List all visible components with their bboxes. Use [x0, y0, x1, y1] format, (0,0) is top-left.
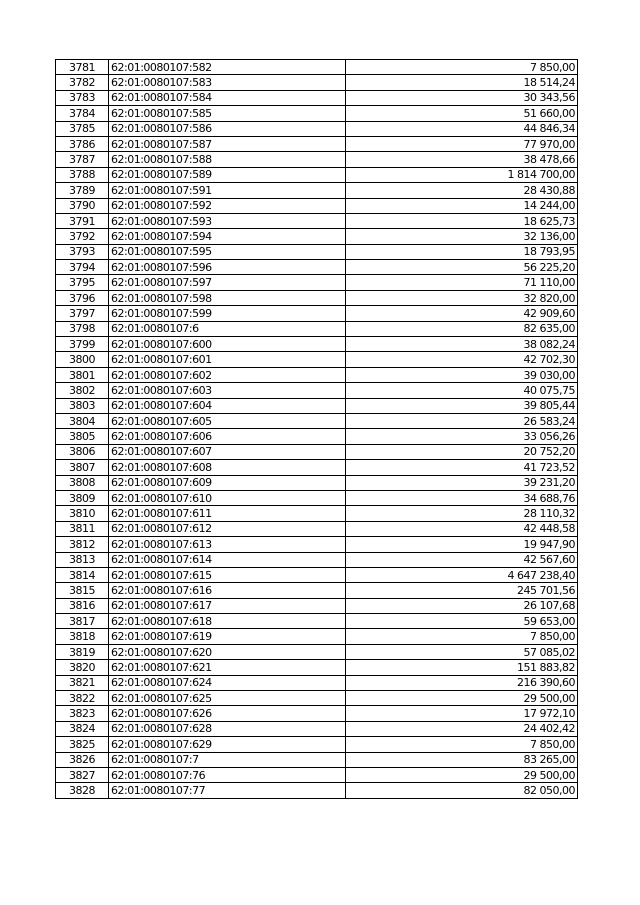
table-row: [56, 183, 578, 198]
row-number-cell: 3790: [56, 198, 109, 213]
cadastral-number-cell: 62:01:0080107:586: [109, 121, 346, 136]
row-number-cell: 3797: [56, 306, 109, 321]
cadastral-value-cell: 39 805,44: [346, 398, 578, 413]
table-row: [56, 552, 578, 567]
row-number-cell: 3799: [56, 337, 109, 352]
cadastral-number-cell: 62:01:0080107:76: [109, 767, 346, 782]
row-number-cell: 3814: [56, 567, 109, 582]
cadastral-value-cell: 42 448,58: [346, 521, 578, 536]
cadastral-value-cell: 32 136,00: [346, 229, 578, 244]
row-number-cell: 3802: [56, 383, 109, 398]
cadastral-value-cell: 216 390,60: [346, 675, 578, 690]
cadastral-number-cell: 62:01:0080107:628: [109, 721, 346, 736]
row-number-cell: 3808: [56, 475, 109, 490]
cadastral-value-cell: 7 850,00: [346, 737, 578, 752]
table-row: [56, 90, 578, 105]
cadastral-number-cell: 62:01:0080107:583: [109, 75, 346, 90]
cadastral-value-cell: 59 653,00: [346, 614, 578, 629]
cadastral-value-cell: 71 110,00: [346, 275, 578, 290]
table-row: [56, 444, 578, 459]
row-number-cell: 3828: [56, 783, 109, 798]
table-row: [56, 260, 578, 275]
cadastral-number-cell: 62:01:0080107:591: [109, 183, 346, 198]
cadastral-number-cell: 62:01:0080107:625: [109, 691, 346, 706]
row-number-cell: 3804: [56, 413, 109, 428]
cadastral-number-cell: 62:01:0080107:618: [109, 614, 346, 629]
cadastral-number-cell: 62:01:0080107:607: [109, 444, 346, 459]
cadastral-number-cell: 62:01:0080107:604: [109, 398, 346, 413]
cadastral-number-cell: 62:01:0080107:614: [109, 552, 346, 567]
row-number-cell: 3809: [56, 490, 109, 505]
table-row: [56, 60, 578, 75]
cadastral-number-cell: 62:01:0080107:601: [109, 352, 346, 367]
row-number-cell: 3793: [56, 244, 109, 259]
table-row: [56, 121, 578, 136]
cadastral-value-cell: 77 970,00: [346, 136, 578, 151]
row-number-cell: 3824: [56, 721, 109, 736]
cadastral-number-cell: 62:01:0080107:620: [109, 644, 346, 659]
cadastral-value-cell: 42 567,60: [346, 552, 578, 567]
table-row: [56, 521, 578, 536]
cadastral-number-cell: 62:01:0080107:629: [109, 737, 346, 752]
cadastral-value-cell: 82 050,00: [346, 783, 578, 798]
cadastral-value-cell: 82 635,00: [346, 321, 578, 336]
table-row: [56, 614, 578, 629]
cadastral-number-cell: 62:01:0080107:610: [109, 490, 346, 505]
cadastral-number-cell: 62:01:0080107:588: [109, 152, 346, 167]
cadastral-value-cell: 56 225,20: [346, 260, 578, 275]
cadastral-number-cell: 62:01:0080107:609: [109, 475, 346, 490]
table-row: [56, 275, 578, 290]
table-row: [56, 629, 578, 644]
table-row: [56, 490, 578, 505]
row-number-cell: 3782: [56, 75, 109, 90]
table-row: [56, 767, 578, 782]
table-row: [56, 691, 578, 706]
table-row: [56, 721, 578, 736]
row-number-cell: 3815: [56, 583, 109, 598]
cadastral-number-cell: 62:01:0080107:621: [109, 660, 346, 675]
table-row: [56, 429, 578, 444]
table-row: [56, 244, 578, 259]
row-number-cell: 3821: [56, 675, 109, 690]
row-number-cell: 3810: [56, 506, 109, 521]
row-number-cell: 3800: [56, 352, 109, 367]
cadastral-value-cell: 42 702,30: [346, 352, 578, 367]
cadastral-value-cell: 28 110,32: [346, 506, 578, 521]
table-row: [56, 752, 578, 767]
cadastral-number-cell: 62:01:0080107:605: [109, 413, 346, 428]
row-number-cell: 3818: [56, 629, 109, 644]
cadastral-value-cell: 41 723,52: [346, 460, 578, 475]
cadastral-value-cell: 245 701,56: [346, 583, 578, 598]
table-row: [56, 737, 578, 752]
row-number-cell: 3822: [56, 691, 109, 706]
row-number-cell: 3806: [56, 444, 109, 459]
row-number-cell: 3825: [56, 737, 109, 752]
table-body: [56, 60, 578, 799]
row-number-cell: 3781: [56, 60, 109, 75]
cadastral-value-cell: 33 056,26: [346, 429, 578, 444]
cadastral-number-cell: 62:01:0080107:615: [109, 567, 346, 582]
cadastral-value-cell: 17 972,10: [346, 706, 578, 721]
cadastral-number-cell: 62:01:0080107:589: [109, 167, 346, 182]
cadastral-value-cell: 7 850,00: [346, 60, 578, 75]
cadastral-number-cell: 62:01:0080107:612: [109, 521, 346, 536]
row-number-cell: 3803: [56, 398, 109, 413]
table-row: [56, 583, 578, 598]
table-row: [56, 460, 578, 475]
cadastral-number-cell: 62:01:0080107:582: [109, 60, 346, 75]
table-row: [56, 367, 578, 382]
row-number-cell: 3812: [56, 537, 109, 552]
row-number-cell: 3795: [56, 275, 109, 290]
cadastral-number-cell: 62:01:0080107:608: [109, 460, 346, 475]
table-row: [56, 306, 578, 321]
cadastral-number-cell: 62:01:0080107:585: [109, 106, 346, 121]
row-number-cell: 3792: [56, 229, 109, 244]
cadastral-number-cell: 62:01:0080107:587: [109, 136, 346, 151]
cadastral-value-cell: 42 909,60: [346, 306, 578, 321]
cadastral-value-cell: 40 075,75: [346, 383, 578, 398]
cadastral-value-cell: 18 793,95: [346, 244, 578, 259]
table-row: [56, 167, 578, 182]
cadastral-number-cell: 62:01:0080107:594: [109, 229, 346, 244]
cadastral-number-cell: 62:01:0080107:599: [109, 306, 346, 321]
cadastral-value-cell: 4 647 238,40: [346, 567, 578, 582]
table-row: [56, 660, 578, 675]
table-row: [56, 475, 578, 490]
row-number-cell: 3783: [56, 90, 109, 105]
table-row: [56, 675, 578, 690]
table-row: [56, 706, 578, 721]
table-row: [56, 213, 578, 228]
row-number-cell: 3820: [56, 660, 109, 675]
cadastral-value-cell: 24 402,42: [346, 721, 578, 736]
row-number-cell: 3788: [56, 167, 109, 182]
table-row: [56, 644, 578, 659]
cadastral-value-cell: 7 850,00: [346, 629, 578, 644]
cadastral-number-cell: 62:01:0080107:617: [109, 598, 346, 613]
row-number-cell: 3798: [56, 321, 109, 336]
table-row: [56, 383, 578, 398]
cadastral-value-cell: 38 082,24: [346, 337, 578, 352]
row-number-cell: 3807: [56, 460, 109, 475]
table-row: [56, 75, 578, 90]
cadastral-value-cell: 29 500,00: [346, 691, 578, 706]
cadastral-value-cell: 28 430,88: [346, 183, 578, 198]
row-number-cell: 3786: [56, 136, 109, 151]
cadastral-value-cell: 18 514,24: [346, 75, 578, 90]
table-row: [56, 567, 578, 582]
cadastral-number-cell: 62:01:0080107:598: [109, 290, 346, 305]
cadastral-value-table: [55, 59, 578, 799]
table-row: [56, 290, 578, 305]
cadastral-value-cell: 151 883,82: [346, 660, 578, 675]
cadastral-value-cell: 32 820,00: [346, 290, 578, 305]
cadastral-number-cell: 62:01:0080107:616: [109, 583, 346, 598]
cadastral-value-cell: 1 814 700,00: [346, 167, 578, 182]
cadastral-number-cell: 62:01:0080107:595: [109, 244, 346, 259]
row-number-cell: 3794: [56, 260, 109, 275]
row-number-cell: 3791: [56, 213, 109, 228]
table-row: [56, 321, 578, 336]
row-number-cell: 3787: [56, 152, 109, 167]
cadastral-value-cell: 19 947,90: [346, 537, 578, 552]
table-row: [56, 398, 578, 413]
cadastral-number-cell: 62:01:0080107:592: [109, 198, 346, 213]
row-number-cell: 3819: [56, 644, 109, 659]
table-row: [56, 136, 578, 151]
cadastral-number-cell: 62:01:0080107:626: [109, 706, 346, 721]
cadastral-value-cell: 30 343,56: [346, 90, 578, 105]
table-row: [56, 352, 578, 367]
cadastral-number-cell: 62:01:0080107:597: [109, 275, 346, 290]
row-number-cell: 3823: [56, 706, 109, 721]
cadastral-value-cell: 18 625,73: [346, 213, 578, 228]
row-number-cell: 3789: [56, 183, 109, 198]
cadastral-value-cell: 39 030,00: [346, 367, 578, 382]
cadastral-number-cell: 62:01:0080107:584: [109, 90, 346, 105]
cadastral-value-cell: 51 660,00: [346, 106, 578, 121]
row-number-cell: 3813: [56, 552, 109, 567]
cadastral-number-cell: 62:01:0080107:624: [109, 675, 346, 690]
cadastral-number-cell: 62:01:0080107:619: [109, 629, 346, 644]
cadastral-value-cell: 83 265,00: [346, 752, 578, 767]
cadastral-number-cell: 62:01:0080107:603: [109, 383, 346, 398]
row-number-cell: 3801: [56, 367, 109, 382]
cadastral-number-cell: 62:01:0080107:606: [109, 429, 346, 444]
table-row: [56, 598, 578, 613]
cadastral-value-cell: 39 231,20: [346, 475, 578, 490]
table-row: [56, 152, 578, 167]
cadastral-number-cell: 62:01:0080107:613: [109, 537, 346, 552]
cadastral-number-cell: 62:01:0080107:77: [109, 783, 346, 798]
row-number-cell: 3796: [56, 290, 109, 305]
cadastral-value-cell: 14 244,00: [346, 198, 578, 213]
row-number-cell: 3805: [56, 429, 109, 444]
row-number-cell: 3816: [56, 598, 109, 613]
row-number-cell: 3817: [56, 614, 109, 629]
cadastral-value-cell: 44 846,34: [346, 121, 578, 136]
cadastral-number-cell: 62:01:0080107:7: [109, 752, 346, 767]
table-row: [56, 106, 578, 121]
table-row: [56, 783, 578, 798]
cadastral-number-cell: 62:01:0080107:611: [109, 506, 346, 521]
cadastral-number-cell: 62:01:0080107:602: [109, 367, 346, 382]
cadastral-number-cell: 62:01:0080107:593: [109, 213, 346, 228]
cadastral-value-cell: 38 478,66: [346, 152, 578, 167]
row-number-cell: 3784: [56, 106, 109, 121]
cadastral-number-cell: 62:01:0080107:596: [109, 260, 346, 275]
cadastral-value-cell: 57 085,02: [346, 644, 578, 659]
row-number-cell: 3811: [56, 521, 109, 536]
table-row: [56, 506, 578, 521]
row-number-cell: 3827: [56, 767, 109, 782]
cadastral-value-cell: 34 688,76: [346, 490, 578, 505]
table-row: [56, 537, 578, 552]
table-row: [56, 198, 578, 213]
row-number-cell: 3785: [56, 121, 109, 136]
table-row: [56, 413, 578, 428]
table-row: [56, 229, 578, 244]
cadastral-value-cell: 29 500,00: [346, 767, 578, 782]
cadastral-value-cell: 26 107,68: [346, 598, 578, 613]
cadastral-number-cell: 62:01:0080107:6: [109, 321, 346, 336]
row-number-cell: 3826: [56, 752, 109, 767]
cadastral-value-cell: 20 752,20: [346, 444, 578, 459]
table-row: [56, 337, 578, 352]
cadastral-number-cell: 62:01:0080107:600: [109, 337, 346, 352]
cadastral-value-cell: 26 583,24: [346, 413, 578, 428]
